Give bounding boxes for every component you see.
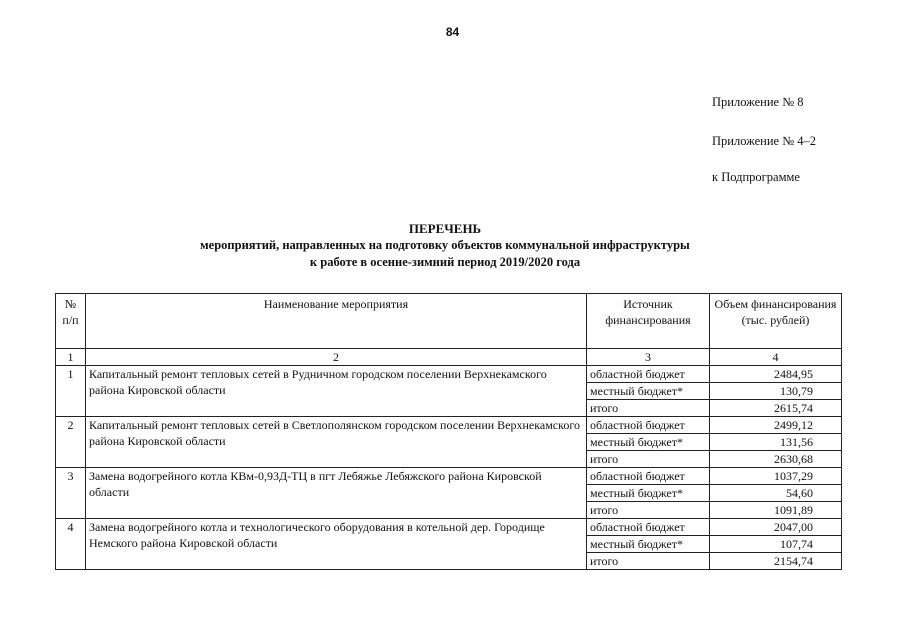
table-row [56, 366, 842, 383]
funding-amount: 131,56 [710, 434, 842, 451]
funding-source: итого [587, 502, 710, 519]
funding-amount: 2630,68 [710, 451, 842, 468]
funding-amount: 1091,89 [710, 502, 842, 519]
funding-source: областной бюджет [587, 366, 710, 383]
title-line-1: ПЕРЕЧЕНЬ [408, 221, 482, 236]
column-number-row [56, 349, 842, 366]
table-row [56, 417, 842, 434]
measure-name: Замена водогрейного котла КВм-0,93Д-ТЦ в пгт Лебяжье Лебяжского района Кировской области [86, 468, 587, 519]
funding-amount: 2484,95 [710, 366, 842, 383]
table-header-row [56, 294, 842, 349]
funding-amount: 107,74 [710, 536, 842, 553]
row-number: 4 [56, 519, 86, 570]
measures-table [55, 293, 842, 570]
header-amount: Объем финансирования (тыс. рублей) [710, 294, 842, 349]
funding-amount: 2154,74 [710, 553, 842, 570]
title-line-2: мероприятий, направленных на подготовку объектов коммунальной инфраструктуры [200, 238, 690, 252]
appendix-label-2: Приложение № 4–2 [712, 134, 817, 148]
funding-source: местный бюджет* [587, 485, 710, 502]
measure-name: Капитальный ремонт тепловых сетей в Рудничном городском поселении Верхнекамского района Кировской области [86, 366, 587, 417]
funding-source: местный бюджет* [587, 383, 710, 400]
table-row [56, 519, 842, 536]
funding-source: итого [587, 451, 710, 468]
table-row [56, 468, 842, 485]
header-source: Источник финансирования [587, 294, 710, 349]
column-number: 1 [56, 349, 86, 366]
funding-source: областной бюджет [587, 519, 710, 536]
column-number: 2 [86, 349, 587, 366]
funding-source: итого [587, 553, 710, 570]
funding-source: областной бюджет [587, 468, 710, 485]
column-number: 3 [587, 349, 710, 366]
measure-name: Замена водогрейного котла и технологического оборудования в котельной дер. Городище Немского района Кировской области [86, 519, 587, 570]
row-number: 2 [56, 417, 86, 468]
appendix-label-1: Приложение № 8 [712, 95, 804, 109]
row-number: 3 [56, 468, 86, 519]
title-line-3: к работе в осенне-зимний период 2019/2020 года [309, 255, 581, 269]
funding-amount: 54,60 [710, 485, 842, 502]
header-no: № п/п [56, 294, 86, 349]
document-title [150, 220, 740, 271]
row-number: 1 [56, 366, 86, 417]
measure-name: Капитальный ремонт тепловых сетей в Светлополянском городском поселении Верхнекамского района Кировской области [86, 417, 587, 468]
appendix-label-3: к Подпрограмме [712, 170, 800, 184]
funding-amount: 2615,74 [710, 400, 842, 417]
column-number: 4 [710, 349, 842, 366]
funding-amount: 2047,00 [710, 519, 842, 536]
funding-source: местный бюджет* [587, 434, 710, 451]
funding-source: местный бюджет* [587, 536, 710, 553]
funding-source: итого [587, 400, 710, 417]
page-number: 84 [445, 25, 460, 39]
funding-amount: 1037,29 [710, 468, 842, 485]
funding-amount: 130,79 [710, 383, 842, 400]
funding-source: областной бюджет [587, 417, 710, 434]
funding-amount: 2499,12 [710, 417, 842, 434]
header-name: Наименование мероприятия [86, 294, 587, 349]
